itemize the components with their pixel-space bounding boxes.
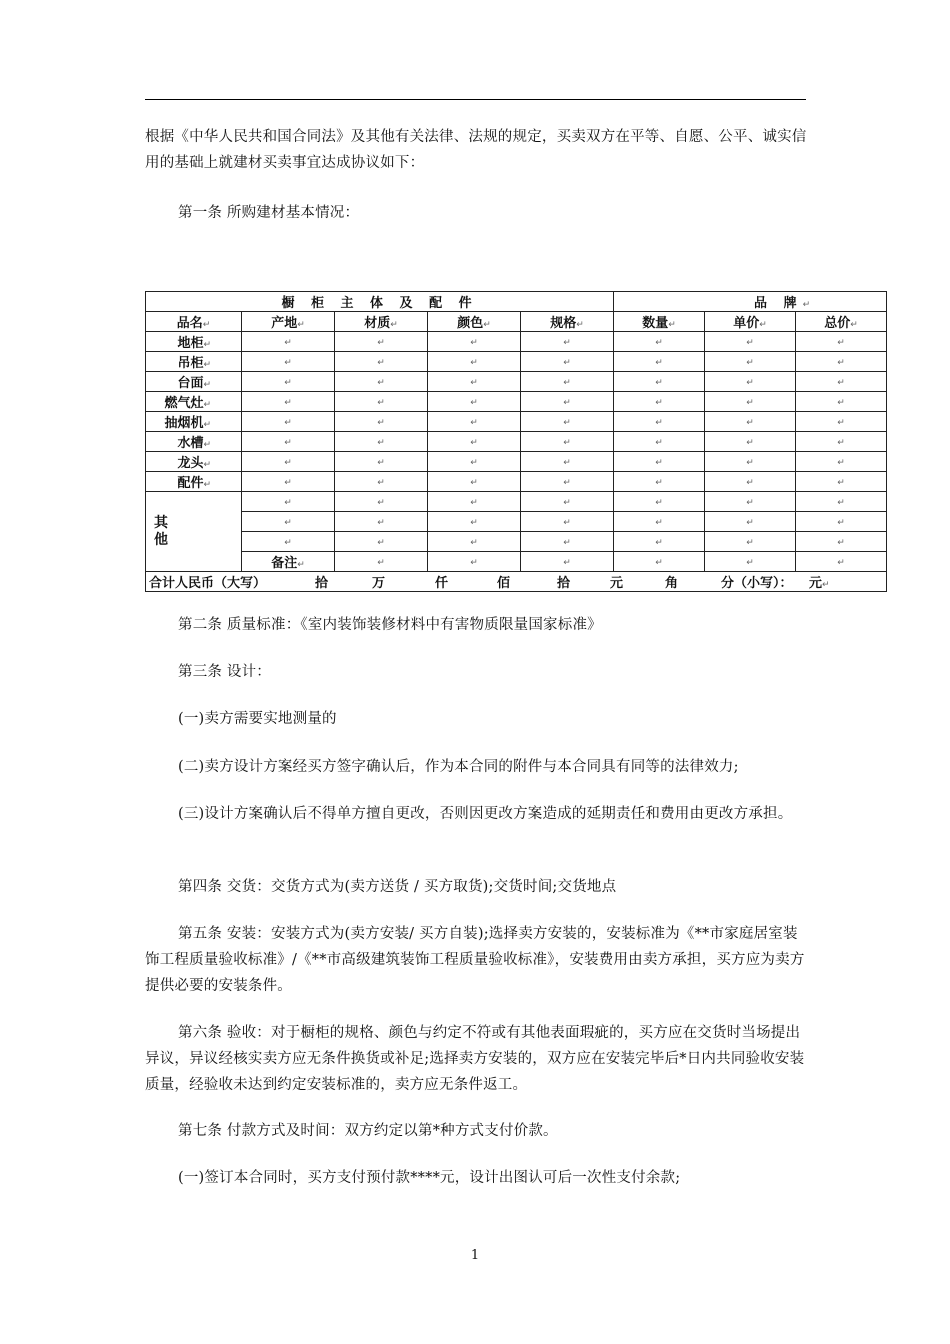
return-mark: ↵ xyxy=(746,478,754,488)
header-brand-cell xyxy=(614,292,887,312)
empty-cell xyxy=(428,352,521,372)
total-unit: 拾 xyxy=(315,576,329,591)
return-mark: ↵ xyxy=(563,458,571,468)
empty-cell xyxy=(335,452,428,472)
return-mark: ↵ xyxy=(377,478,385,488)
goods-table xyxy=(145,291,887,592)
item-name-text: 地柜 xyxy=(177,336,204,351)
empty-cell xyxy=(242,472,335,492)
empty-cell xyxy=(335,552,428,572)
return-mark: ↵ xyxy=(759,320,767,330)
empty-cell xyxy=(521,552,614,572)
empty-cell xyxy=(335,472,428,492)
item-name-text: 吊柜 xyxy=(177,356,204,371)
total-unit: 分（小写）： xyxy=(721,576,793,591)
return-mark: ↵ xyxy=(297,320,305,330)
empty-cell xyxy=(796,332,887,352)
empty-cell xyxy=(428,532,521,552)
table-row xyxy=(146,392,887,412)
return-mark: ↵ xyxy=(837,398,845,408)
article-3-item-2: (二)卖方设计方案经买方签字确认后，作为本合同的附件与本合同具有同等的法律效力; xyxy=(178,759,739,775)
total-unit: 角 xyxy=(665,576,679,591)
article-2: 第二条 质量标准：《室内装饰装修材料中有害物质限量国家标准》 xyxy=(178,617,602,633)
item-name-text: 燃气灶 xyxy=(164,396,204,411)
return-mark: ↵ xyxy=(655,458,663,468)
return-mark: ↵ xyxy=(284,378,292,388)
return-mark: ↵ xyxy=(377,538,385,548)
return-mark: ↵ xyxy=(837,458,845,468)
return-mark: ↵ xyxy=(470,498,478,508)
item-name-text: 台面 xyxy=(177,376,204,391)
item-name xyxy=(146,372,242,392)
return-mark: ↵ xyxy=(377,438,385,448)
empty-cell xyxy=(796,512,887,532)
table-header-row xyxy=(146,292,887,312)
empty-cell xyxy=(428,452,521,472)
return-mark: ↵ xyxy=(837,478,845,488)
empty-cell xyxy=(614,452,705,472)
empty-cell xyxy=(705,472,796,492)
empty-cell xyxy=(521,372,614,392)
return-mark: ↵ xyxy=(837,498,845,508)
empty-cell xyxy=(521,472,614,492)
empty-cell xyxy=(705,372,796,392)
return-mark: ↵ xyxy=(802,300,811,310)
empty-cell xyxy=(242,432,335,452)
empty-cell xyxy=(521,412,614,432)
empty-cell xyxy=(705,352,796,372)
return-mark: ↵ xyxy=(655,518,663,528)
return-mark: ↵ xyxy=(746,338,754,348)
return-mark: ↵ xyxy=(203,380,211,390)
return-mark: ↵ xyxy=(746,418,754,428)
header-cabinet-main: 橱 柜 主 体 及 配 件 xyxy=(146,292,614,312)
return-mark: ↵ xyxy=(483,320,491,330)
return-mark: ↵ xyxy=(470,518,478,528)
empty-cell xyxy=(705,532,796,552)
empty-cell xyxy=(796,432,887,452)
return-mark: ↵ xyxy=(297,560,305,570)
article-6: 第六条 验收：对于橱柜的规格、颜色与约定不符或有其他表面瑕疵的，买方应在交货时当场提出异议，异议经核实卖方应无条件换货或补足;选择卖方安装的，双方应在安装完毕后*日内共同验收安装质量，经验收未达到约定安装标准的，卖方应无条件返工。 xyxy=(145,1025,805,1093)
return-mark: ↵ xyxy=(470,398,478,408)
other-label: 其他 xyxy=(154,514,168,548)
empty-cell xyxy=(521,432,614,452)
empty-cell xyxy=(335,432,428,452)
empty-cell xyxy=(242,372,335,392)
return-mark: ↵ xyxy=(203,440,211,450)
empty-cell xyxy=(614,332,705,352)
return-mark: ↵ xyxy=(563,378,571,388)
return-mark: ↵ xyxy=(563,358,571,368)
empty-cell xyxy=(428,332,521,352)
article-4: 第四条 交货：交货方式为(卖方送货 / 买方取货);交货时间;交货地点 xyxy=(178,879,617,895)
item-name xyxy=(146,332,242,352)
item-name-text: 配件 xyxy=(177,476,204,491)
column-header-text: 规格 xyxy=(550,316,577,331)
empty-cell xyxy=(796,392,887,412)
table-row xyxy=(146,472,887,492)
empty-cell xyxy=(614,552,705,572)
return-mark: ↵ xyxy=(470,418,478,428)
table-row xyxy=(146,412,887,432)
column-header xyxy=(242,312,335,332)
return-mark: ↵ xyxy=(377,458,385,468)
empty-cell xyxy=(614,472,705,492)
empty-cell xyxy=(335,352,428,372)
return-mark: ↵ xyxy=(377,358,385,368)
item-name xyxy=(146,412,242,432)
return-mark: ↵ xyxy=(655,478,663,488)
return-mark: ↵ xyxy=(390,320,398,330)
return-mark: ↵ xyxy=(837,558,845,568)
article-1-heading: 第一条 所购建材基本情况： xyxy=(178,205,360,221)
return-mark: ↵ xyxy=(284,338,292,348)
table-row xyxy=(146,332,887,352)
article-3-item-1: (一)卖方需要实地测量的 xyxy=(178,711,337,727)
empty-cell xyxy=(428,392,521,412)
return-mark: ↵ xyxy=(470,378,478,388)
empty-cell xyxy=(796,352,887,372)
return-mark: ↵ xyxy=(746,538,754,548)
return-mark: ↵ xyxy=(655,538,663,548)
return-mark: ↵ xyxy=(746,378,754,388)
return-mark: ↵ xyxy=(203,360,211,370)
return-mark: ↵ xyxy=(563,438,571,448)
return-mark: ↵ xyxy=(284,498,292,508)
return-mark: ↵ xyxy=(377,378,385,388)
empty-cell xyxy=(242,392,335,412)
empty-cell xyxy=(705,412,796,432)
return-mark: ↵ xyxy=(377,558,385,568)
empty-cell xyxy=(242,452,335,472)
return-mark: ↵ xyxy=(284,418,292,428)
column-header-text: 产地 xyxy=(271,316,298,331)
item-name-text: 抽烟机 xyxy=(164,416,204,431)
article-7: 第七条 付款方式及时间：双方约定以第*种方式支付价款。 xyxy=(178,1123,558,1139)
article-5: 第五条 安装：安装方式为(卖方安装/ 买方自装);选择卖方安装的，安装标准为《**市家庭居室装饰工程质量验收标准》/《**市高级建筑装饰工程质量验收标准》，安装费用由卖方承担，买方应为卖方提供必要的安装条件。 xyxy=(145,926,805,994)
empty-cell xyxy=(521,512,614,532)
empty-cell xyxy=(335,412,428,432)
item-name-text: 水槽 xyxy=(177,436,204,451)
empty-cell xyxy=(796,472,887,492)
empty-cell xyxy=(428,552,521,572)
return-mark: ↵ xyxy=(837,518,845,528)
intro-paragraph: 根据《中华人民共和国合同法》及其他有关法律、法规的规定，买卖双方在平等、自愿、公平、诚实信用的基础上就建材买卖事宜达成协议如下： xyxy=(145,129,807,171)
empty-cell xyxy=(796,412,887,432)
empty-cell xyxy=(796,532,887,552)
column-header-text: 单价 xyxy=(733,316,760,331)
empty-cell xyxy=(428,492,521,512)
item-name xyxy=(146,452,242,472)
empty-cell xyxy=(614,432,705,452)
empty-cell xyxy=(614,352,705,372)
total-yuan: 元 xyxy=(809,576,823,591)
column-header-text: 总价 xyxy=(824,316,851,331)
return-mark: ↵ xyxy=(746,438,754,448)
item-name-text: 龙头 xyxy=(177,456,204,471)
total-unit: 元 xyxy=(610,576,624,591)
return-mark: ↵ xyxy=(203,460,211,470)
table-row xyxy=(146,372,887,392)
return-mark: ↵ xyxy=(837,378,845,388)
column-header xyxy=(521,312,614,332)
return-mark: ↵ xyxy=(563,478,571,488)
empty-cell xyxy=(614,512,705,532)
return-mark: ↵ xyxy=(822,580,830,590)
table-total-row xyxy=(146,572,887,592)
table-row-remark xyxy=(146,552,887,572)
remark-label xyxy=(242,552,335,572)
total-unit: 佰 xyxy=(497,576,511,591)
column-header xyxy=(705,312,796,332)
empty-cell xyxy=(335,532,428,552)
empty-cell xyxy=(521,492,614,512)
column-header-text: 材质 xyxy=(364,316,391,331)
header-brand: 品 牌 xyxy=(754,296,803,311)
total-unit: 仟 xyxy=(435,576,449,591)
return-mark: ↵ xyxy=(655,498,663,508)
other-sub-name xyxy=(242,492,335,512)
return-mark: ↵ xyxy=(377,398,385,408)
empty-cell xyxy=(705,552,796,572)
empty-cell xyxy=(428,512,521,532)
return-mark: ↵ xyxy=(470,458,478,468)
empty-cell xyxy=(428,472,521,492)
return-mark: ↵ xyxy=(668,320,676,330)
column-header xyxy=(146,312,242,332)
return-mark: ↵ xyxy=(746,498,754,508)
return-mark: ↵ xyxy=(470,338,478,348)
empty-cell xyxy=(242,332,335,352)
return-mark: ↵ xyxy=(470,358,478,368)
return-mark: ↵ xyxy=(837,538,845,548)
return-mark: ↵ xyxy=(284,518,292,528)
article-7-item-1: (一)签订本合同时，买方支付预付款****元，设计出图认可后一次性支付余款; xyxy=(178,1170,681,1186)
column-header-text: 颜色 xyxy=(457,316,484,331)
article-3-heading: 第三条 设计： xyxy=(178,664,272,680)
table-row xyxy=(146,452,887,472)
empty-cell xyxy=(614,492,705,512)
return-mark: ↵ xyxy=(470,478,478,488)
return-mark: ↵ xyxy=(203,400,211,410)
return-mark: ↵ xyxy=(655,338,663,348)
empty-cell xyxy=(521,532,614,552)
total-cell xyxy=(146,572,887,592)
column-header xyxy=(335,312,428,332)
return-mark: ↵ xyxy=(655,438,663,448)
column-header xyxy=(428,312,521,332)
item-name xyxy=(146,392,242,412)
empty-cell xyxy=(242,352,335,372)
empty-cell xyxy=(428,412,521,432)
return-mark: ↵ xyxy=(563,338,571,348)
return-mark: ↵ xyxy=(746,398,754,408)
empty-cell xyxy=(521,332,614,352)
return-mark: ↵ xyxy=(655,398,663,408)
return-mark: ↵ xyxy=(284,438,292,448)
return-mark: ↵ xyxy=(470,438,478,448)
return-mark: ↵ xyxy=(470,538,478,548)
return-mark: ↵ xyxy=(850,320,858,330)
column-header xyxy=(796,312,887,332)
empty-cell xyxy=(705,332,796,352)
return-mark: ↵ xyxy=(837,338,845,348)
empty-cell xyxy=(705,512,796,532)
return-mark: ↵ xyxy=(203,480,211,490)
empty-cell xyxy=(705,392,796,412)
table-row-other xyxy=(146,532,887,552)
remark-label-text: 备注 xyxy=(271,556,298,571)
empty-cell xyxy=(428,432,521,452)
header-rule xyxy=(145,99,806,100)
empty-cell xyxy=(242,412,335,432)
return-mark: ↵ xyxy=(202,320,211,330)
empty-cell xyxy=(796,552,887,572)
empty-cell xyxy=(335,372,428,392)
column-header-text: 数量 xyxy=(642,316,669,331)
empty-cell xyxy=(614,532,705,552)
return-mark: ↵ xyxy=(563,518,571,528)
other-sub-name xyxy=(242,512,335,532)
return-mark: ↵ xyxy=(284,398,292,408)
return-mark: ↵ xyxy=(746,558,754,568)
empty-cell xyxy=(796,492,887,512)
return-mark: ↵ xyxy=(655,558,663,568)
table-column-header-row xyxy=(146,312,887,332)
empty-cell xyxy=(335,492,428,512)
return-mark: ↵ xyxy=(563,498,571,508)
return-mark: ↵ xyxy=(470,558,478,568)
table-row-other xyxy=(146,492,887,512)
empty-cell xyxy=(614,392,705,412)
empty-cell xyxy=(521,352,614,372)
table-row xyxy=(146,352,887,372)
empty-cell xyxy=(335,512,428,532)
other-label-cell xyxy=(146,492,242,572)
return-mark: ↵ xyxy=(284,478,292,488)
return-mark: ↵ xyxy=(563,398,571,408)
return-mark: ↵ xyxy=(746,518,754,528)
item-name xyxy=(146,432,242,452)
empty-cell xyxy=(796,372,887,392)
return-mark: ↵ xyxy=(377,498,385,508)
return-mark: ↵ xyxy=(284,538,292,548)
return-mark: ↵ xyxy=(837,438,845,448)
page-number: 1 xyxy=(470,1248,480,1263)
column-header-text: 品名 xyxy=(176,316,203,331)
return-mark: ↵ xyxy=(563,538,571,548)
empty-cell xyxy=(614,372,705,392)
return-mark: ↵ xyxy=(837,358,845,368)
return-mark: ↵ xyxy=(284,458,292,468)
table-row xyxy=(146,432,887,452)
empty-cell xyxy=(796,452,887,472)
empty-cell xyxy=(705,492,796,512)
empty-cell xyxy=(705,452,796,472)
other-sub-name xyxy=(242,532,335,552)
return-mark: ↵ xyxy=(655,358,663,368)
total-unit: 拾 xyxy=(557,576,571,591)
return-mark: ↵ xyxy=(203,420,211,430)
return-mark: ↵ xyxy=(655,418,663,428)
empty-cell xyxy=(335,392,428,412)
return-mark: ↵ xyxy=(746,458,754,468)
return-mark: ↵ xyxy=(746,358,754,368)
return-mark: ↵ xyxy=(837,418,845,428)
return-mark: ↵ xyxy=(377,418,385,428)
return-mark: ↵ xyxy=(284,358,292,368)
return-mark: ↵ xyxy=(377,518,385,528)
empty-cell xyxy=(428,372,521,392)
empty-cell xyxy=(521,392,614,412)
return-mark: ↵ xyxy=(655,378,663,388)
total-label: 合计人民币（大写） xyxy=(149,576,267,591)
column-header xyxy=(614,312,705,332)
item-name xyxy=(146,352,242,372)
return-mark: ↵ xyxy=(377,338,385,348)
item-name xyxy=(146,472,242,492)
total-unit: 万 xyxy=(372,576,386,591)
empty-cell xyxy=(335,332,428,352)
empty-cell xyxy=(705,432,796,452)
return-mark: ↵ xyxy=(576,320,584,330)
return-mark: ↵ xyxy=(563,418,571,428)
empty-cell xyxy=(521,452,614,472)
empty-cell xyxy=(614,412,705,432)
return-mark: ↵ xyxy=(563,558,571,568)
article-3-item-3: (三)设计方案确认后不得单方擅自更改，否则因更改方案造成的延期责任和费用由更改方承担。 xyxy=(178,806,793,822)
return-mark: ↵ xyxy=(203,340,211,350)
table-row-other xyxy=(146,512,887,532)
